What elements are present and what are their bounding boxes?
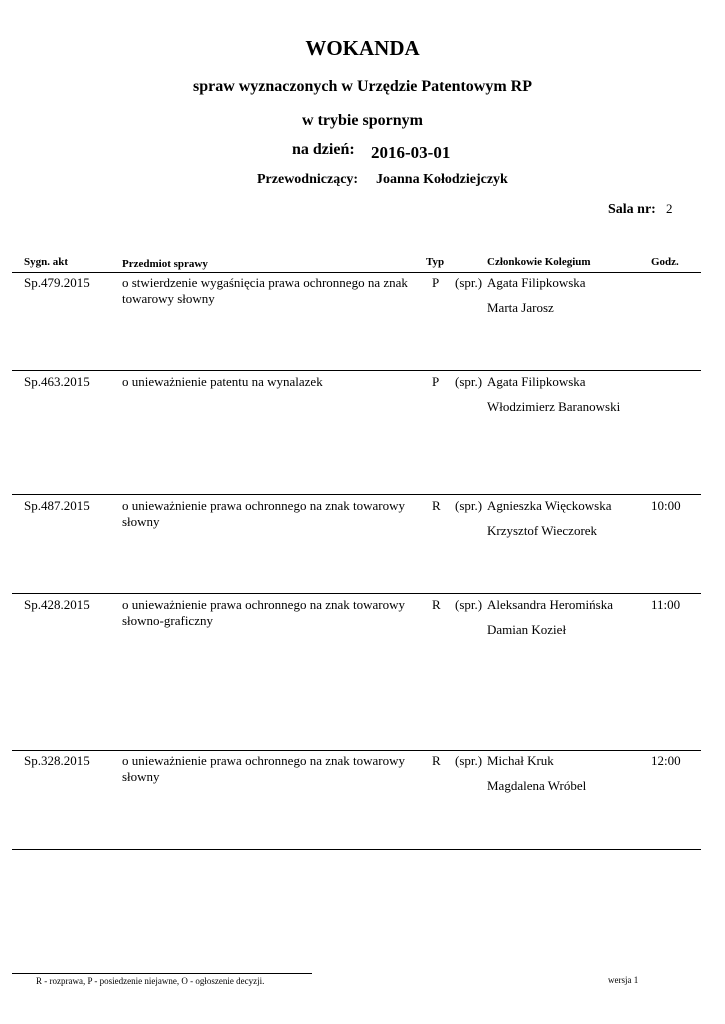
case-type: P	[432, 374, 440, 389]
page-title: WOKANDA	[305, 36, 420, 60]
member-second: Magdalena Wróbel	[487, 778, 587, 793]
case-subject: o unieważnienie prawa ochronnego na znak towarowy słowny	[122, 498, 405, 529]
case-type: R	[432, 753, 441, 768]
header-divider	[12, 272, 701, 273]
date-value: 2016-03-01	[371, 143, 451, 162]
case-time: 10:00	[651, 498, 681, 513]
rapporteur-marker: (spr.)	[455, 753, 483, 768]
row-divider	[12, 750, 701, 751]
member-second: Damian Kozieł	[487, 622, 567, 637]
column-header-time: Godz.	[651, 256, 679, 268]
version-label: wersja 1	[608, 975, 639, 985]
case-subject: o unieważnienie patentu na wynalazek	[122, 374, 323, 389]
case-time: 11:00	[651, 597, 681, 612]
row-divider	[12, 494, 701, 495]
procedure-mode: w trybie spornym	[302, 112, 423, 129]
type-legend: R - rozprawa, P - posiedzenie niejawne, O - ogłoszenie decyzji.	[36, 976, 265, 986]
chair-value: Joanna Kołodziejczyk	[376, 172, 508, 187]
case-type: R	[432, 498, 441, 513]
chair-label: Przewodniczący:	[257, 172, 359, 187]
column-header-case-no: Sygn. akt	[24, 256, 69, 268]
member-rapporteur: Aleksandra Heromińska	[487, 597, 613, 612]
page-subtitle: spraw wyznaczonych w Urzędzie Patentowym RP	[192, 78, 533, 95]
member-second: Marta Jarosz	[487, 300, 554, 315]
case-type: R	[432, 597, 441, 612]
case-subject: o stwierdzenie wygaśnięcia prawa ochronnego na znak towarowy słowny	[122, 275, 408, 306]
rapporteur-marker: (spr.)	[455, 275, 483, 290]
rapporteur-marker: (spr.)	[455, 374, 483, 389]
rapporteur-marker: (spr.)	[455, 498, 483, 513]
case-time: 12:00	[651, 753, 681, 768]
case-number: Sp.328.2015	[24, 753, 90, 768]
room-label: Sala nr:	[608, 202, 656, 217]
member-second: Włodzimierz Baranowski	[487, 399, 621, 414]
case-number: Sp.428.2015	[24, 597, 90, 612]
footer-divider	[12, 973, 312, 974]
case-type: P	[432, 275, 440, 290]
member-second: Krzysztof Wieczorek	[487, 523, 598, 538]
member-rapporteur: Agata Filipkowska	[487, 374, 586, 389]
column-header-type: Typ	[426, 256, 445, 268]
row-divider	[12, 370, 701, 371]
date-label: na dzień:	[292, 141, 355, 158]
case-number: Sp.463.2015	[24, 374, 90, 389]
case-number: Sp.487.2015	[24, 498, 90, 513]
member-rapporteur: Agata Filipkowska	[487, 275, 586, 290]
room-value: 2	[666, 201, 673, 216]
row-divider	[12, 593, 701, 594]
table-bottom-divider	[12, 849, 701, 850]
column-header-subject: Przedmiot sprawy	[122, 258, 208, 270]
case-number: Sp.479.2015	[24, 275, 90, 290]
member-rapporteur: Michał Kruk	[487, 753, 554, 768]
member-rapporteur: Agnieszka Więckowska	[487, 498, 612, 513]
case-subject: o unieważnienie prawa ochronnego na znak towarowy słowny	[122, 753, 405, 784]
case-subject: o unieważnienie prawa ochronnego na znak towarowy słowno-graficzny	[122, 597, 405, 628]
column-header-members: Członkowie Kolegium	[487, 256, 591, 268]
rapporteur-marker: (spr.)	[455, 597, 483, 612]
